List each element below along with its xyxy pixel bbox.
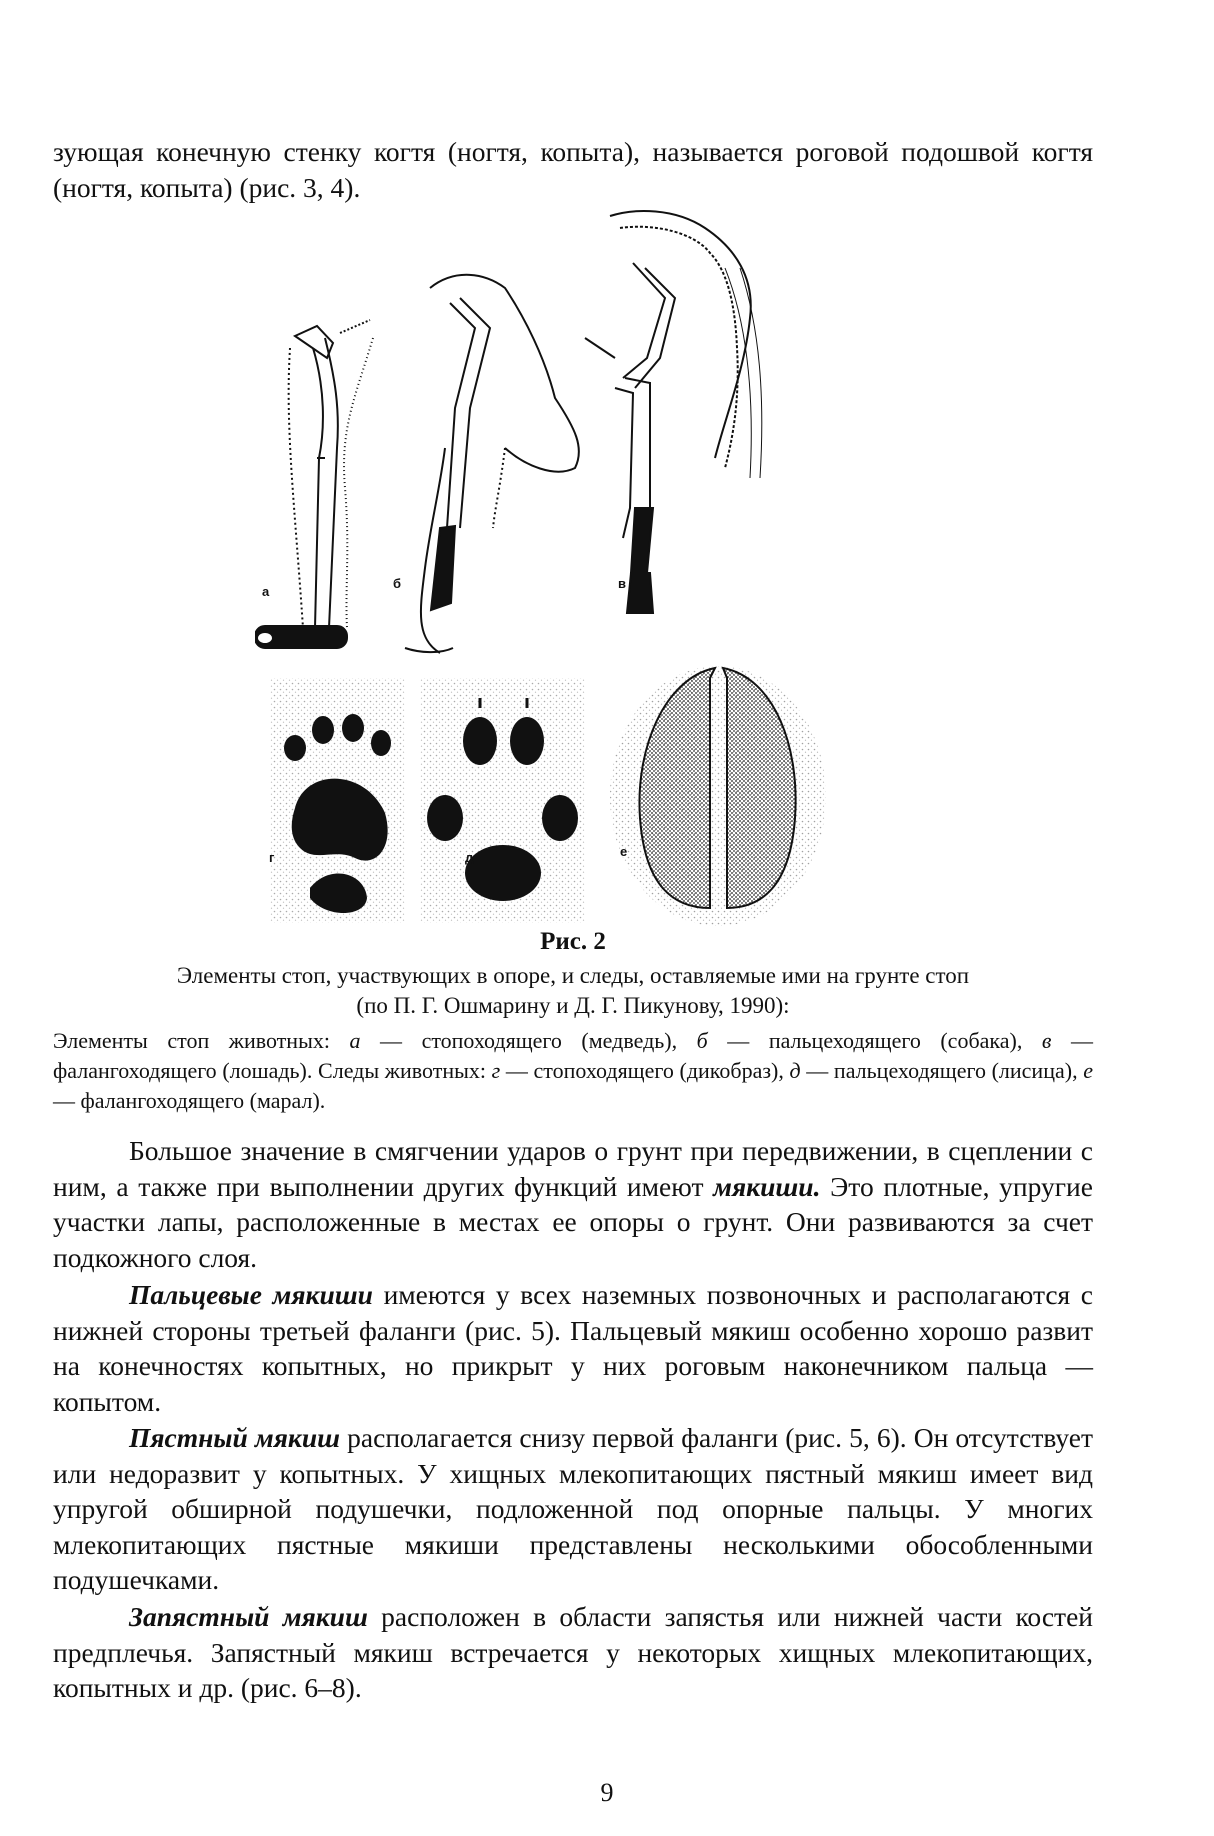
- legend-text: — фалангоходящего (лошадь). Следы животных:: [53, 1028, 1093, 1083]
- paragraph-digital-pads: [53, 1277, 1093, 1419]
- label-d: д: [465, 850, 474, 865]
- label-b: б: [393, 576, 402, 591]
- legend-letter: а: [349, 1028, 361, 1053]
- legend-text: Элементы стоп животных:: [53, 1028, 350, 1053]
- paragraph-text: Это плотные, упругие участки лапы, расположенные в местах ее опоры о грунт. Они развиваются за счет подкожного слоя.: [53, 1170, 1093, 1273]
- legend-letter: е: [1083, 1058, 1093, 1083]
- fox-track-drawing: [420, 678, 585, 923]
- legend-letter: в: [1041, 1028, 1052, 1053]
- legend-text: — пальцеходящего (собака),: [707, 1028, 1042, 1053]
- paragraph-pads: [53, 1133, 1093, 1275]
- maral-track-drawing: [610, 666, 826, 926]
- figure-2-illustration: [255, 208, 875, 928]
- label-v: в: [618, 576, 626, 591]
- label-a: а: [262, 584, 270, 599]
- horse-leg-drawing: [585, 211, 762, 613]
- figure-legend: [53, 1026, 1093, 1116]
- term-pads: мякиши.: [713, 1170, 821, 1202]
- dog-leg-drawing: [405, 275, 579, 653]
- term-digital-pads: Пальцевые мякиши: [129, 1279, 373, 1310]
- label-e: е: [620, 844, 628, 859]
- legend-letter: б: [696, 1028, 708, 1053]
- legend-letter: д: [789, 1058, 801, 1083]
- porcupine-track-drawing: [270, 678, 405, 923]
- term-metacarpal-pad: Пястный мякиш: [129, 1422, 341, 1453]
- legend-text: — стопоходящего (медведь),: [360, 1028, 697, 1053]
- legend-text: — стопоходящего (дикобраз),: [500, 1058, 790, 1083]
- paragraph-carpal-pad: [53, 1599, 1093, 1706]
- legend-letter: г: [491, 1058, 501, 1083]
- page-number: 9: [600, 1778, 614, 1807]
- figure-subtitle-line1: Элементы стоп, участвующих в опоре, и следы, оставляемые ими на грунте стоп: [176, 963, 970, 988]
- paragraph-text: Большое значение в смягчении ударов о грунт при передвижении, в сцеплении с ним, а также при выполнении других функций имеют: [53, 1135, 1093, 1202]
- paragraph-text: расположен в области запястья или нижней части костей предплечья. Запястный мякиш встречается у некоторых хищных млекопитающих, копытных и др. (рис. 6–8).: [53, 1601, 1094, 1703]
- figure-subtitle-line2: (по П. Г. Ошмарину и Д. Г. Пикунову, 1990):: [356, 993, 790, 1018]
- paragraph-metacarpal-pad: [53, 1420, 1093, 1598]
- legend-text: — фалангоходящего (марал).: [53, 1088, 326, 1113]
- bear-leg-drawing: [255, 320, 373, 648]
- legend-text: — пальцеходящего (лисица),: [800, 1058, 1084, 1083]
- paragraph-text: имеются у всех наземных позвоночных и располагаются с нижней стороны третьей фаланги (рис. 5). Пальцевый мякиш особенно хорошо развит на конечностях копытных, но прикрыт у них роговым наконечником пальца — копытом.: [53, 1279, 1093, 1417]
- intro-paragraph: зующая конечную стенку когтя (ногтя, копыта), называется роговой подошвой когтя (ногтя, копыта) (рис. 3, 4).: [53, 136, 1093, 203]
- paragraph-text: располагается снизу первой фаланги (рис. 5, 6). Он отсутствует или недоразвит у копытных. У хищных млекопитающих пястный мякиш имеет вид упругой обширной подушечки, подложенной под опорные пальцы. У многих млекопитающих пястные мякиши представлены несколькими обособленными подушечками.: [53, 1422, 1093, 1595]
- term-carpal-pad: Запястный мякиш: [129, 1601, 368, 1632]
- figure-title: Рис. 2: [540, 928, 606, 955]
- label-g: г: [269, 850, 275, 865]
